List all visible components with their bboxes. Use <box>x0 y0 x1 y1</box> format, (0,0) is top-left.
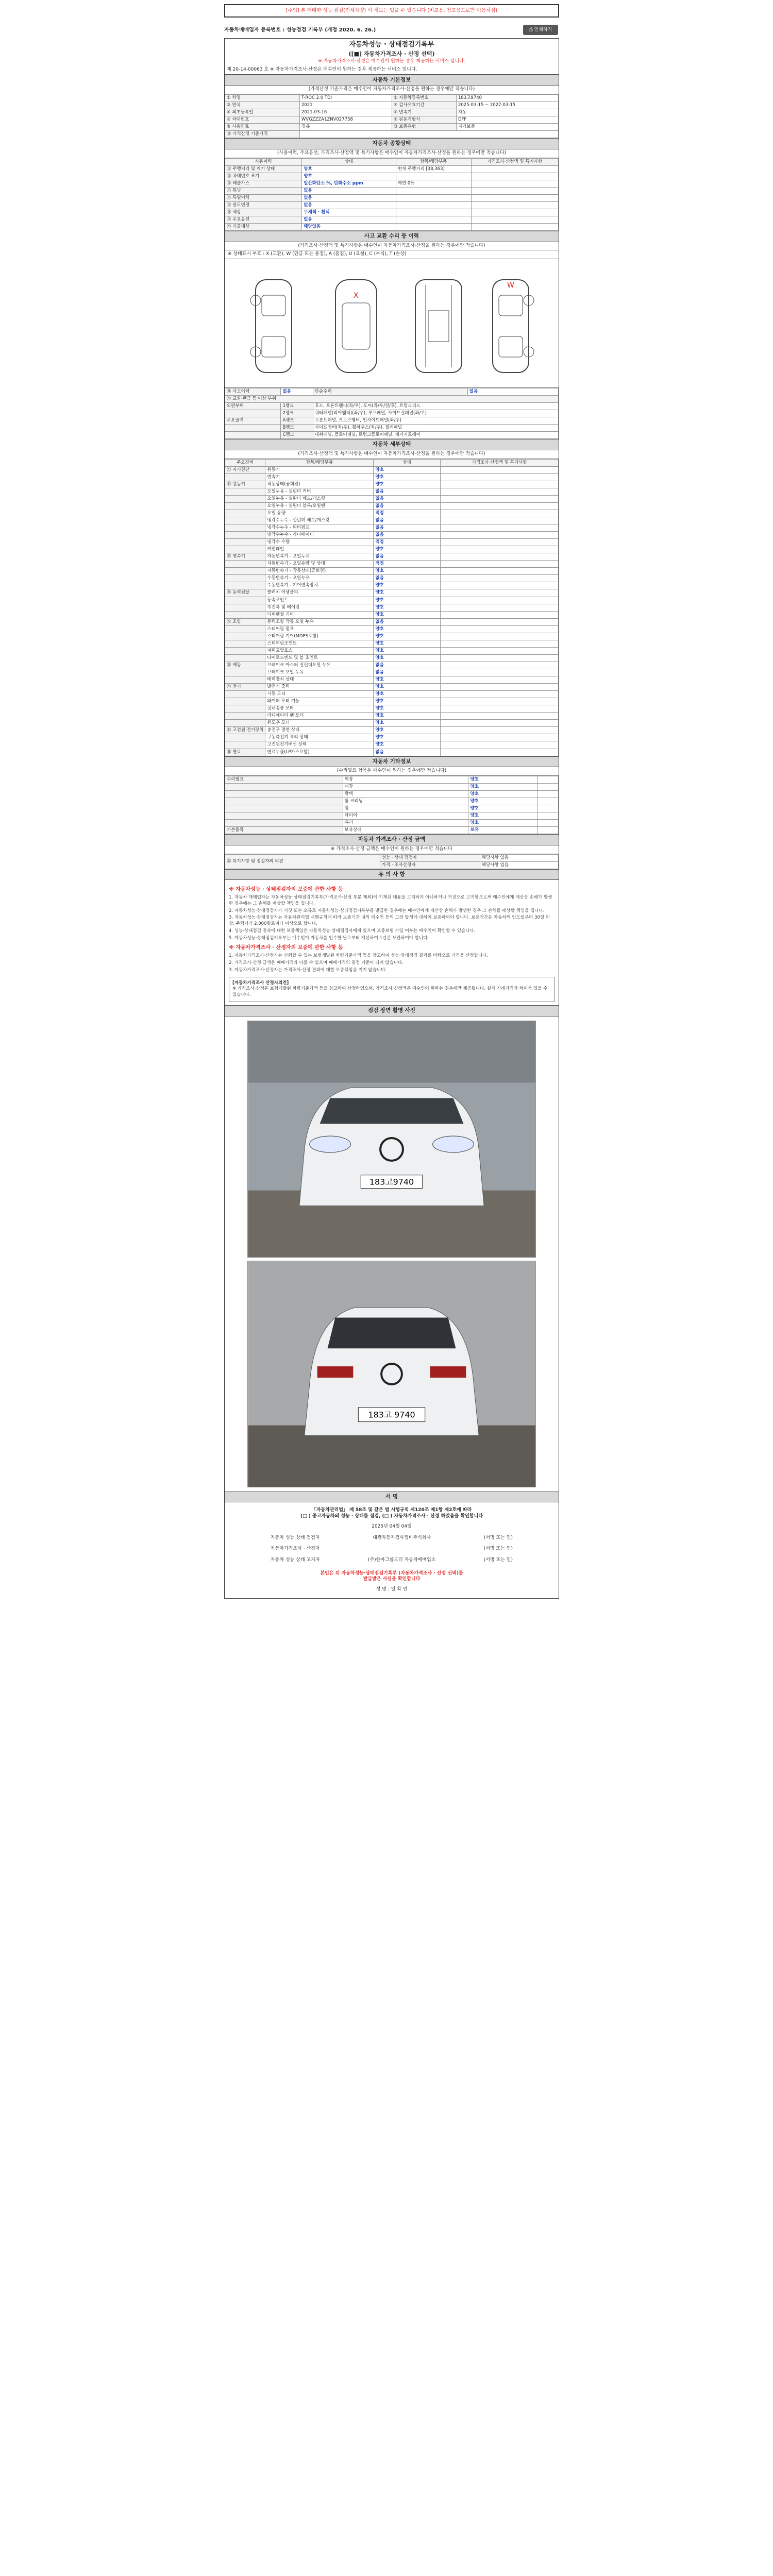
license-number: 제 20-14-00063 호 ※ 자동차가격조사·산정은 매수인이 원하는 경우 제공하는 서비스 입니다. <box>225 66 559 75</box>
signature-line: 자동차 성능 상태 점검자 대광자동차검사정비주식회사 (서명 또는 인) <box>271 1535 513 1540</box>
detail-row: 냉각수누수 - 워터펌프 없음 <box>225 524 559 532</box>
panel-row: 주요골격 A랭크 프론트패널, 크로스멤버, 인사이드패널(좌/우) <box>225 417 559 425</box>
note-paragraph: 2. 자동차성능·상태점검자가 거짓 또는 오류로 자동차성능·상태점검기록부를 발급한 경우에는 매수인에게 재산상 손해가 발생한 경우 그 손해를 배상할 책임을 집니다. <box>229 908 545 913</box>
detail-row: 냉각수누수 - 실린더 헤드/개스킷 없음 <box>225 517 559 524</box>
overall-state-table: 사용이력 상태 항목/해당부품 가격조사·산정액 및 특기사항 ⑫ 주행거리 및 계기 상태 양호 현재 주행거리 [38,363] ⑬ 차대번호 표기 양호 ⑭ 배출가스 일산화탄소 %, 탄화수소 ppm 매연 0% ⑮ 튜닝 없음 ⑯ 특별이력 없음 ⑰ 용도변경 없음 ⑱ 색상 무채색 · 흰색 ⑲ 주요옵션 없음 ⑳ 리콜대상 해당없음 <box>225 158 559 231</box>
detail-row: ㉖ 동력전달 클러치 어셈블리 양호 <box>225 589 559 597</box>
section-overall-state: 자동차 종합상태 <box>225 138 559 149</box>
detail-row: 구동축전지 격리 상태 양호 <box>225 734 559 741</box>
note-paragraph: 3. 자동차성능·상태점검자는 자동차관리법 시행규칙에 따라 보증기간 내의 매수인 등의 고장 발생에 대하여 보증하여야 합니다. 보증기간은 자동차의 인도일부터 30일 이상, 주행거리 2,000킬로미터 이상으로 합니다. <box>229 915 550 927</box>
detail-row: 실내송풍 모터 양호 <box>225 705 559 713</box>
car-left-side-diagram <box>240 275 307 378</box>
section-notes: 유 의 사 항 <box>225 869 559 880</box>
detail-row: 배력장치 상태 양호 <box>225 676 559 684</box>
car-underbody-diagram <box>405 275 472 378</box>
car-right-side-diagram <box>477 275 544 378</box>
panel-row: 2랭크 쿼터패널(리어휀더)(좌/우), 루프패널, 사이드실패널(좌/우) <box>225 410 559 417</box>
sub-header-row <box>224 24 559 36</box>
detail-row: 시동 모터 양호 <box>225 691 559 698</box>
section-other-info: 자동차 기타정보 <box>225 756 559 768</box>
section-basic-info: 자동차 기본정보 <box>225 75 559 86</box>
note-paragraph: 5. 자동차성능·상태점검기록부는 매수인이 자동차를 인수한 날로부터 계산하여 1년간 보관하여야 합니다. <box>229 935 429 941</box>
detail-row: 브레이크 오일 누유 없음 <box>225 669 559 676</box>
detail-row: ㉛ 연료 연료누출(LP가스포함) 없음 <box>225 749 559 756</box>
detail-row: 디퍼렌셜 기어 양호 <box>225 611 559 618</box>
state-row: ⑭ 배출가스 일산화탄소 %, 탄화수소 ppm 매연 0% <box>225 180 559 187</box>
detail-row: 수동변속기 - 오일누유 없음 <box>225 575 559 582</box>
detail-state-table: 주요장치 항목/해당부품 상태 가격조사·산정액 및 특기사항 ㉓ 자기진단 원동기 양호 변속기 양호 ㉔ 원동기 작동상태(공회전) 양호 오일누유 - 실린더 커버 없음 오일누유 - 실린더 헤드/개스킷 없음 오일누유 - 실린더 블록/오일팬 없음 오일 유량 적정 냉각수누수 - 실린더 헤드/개스킷 없음 냉각수누수 - 워터펌프 없음 냉각수누수 - 라디에이터 없음 냉각수 수량 적정 커먼레일 양호 ㉕ 변속기 자동변속기 - 오일누유 없음 자동변속기 - 오일유량 및 상태 적정 자동변속기 - 작동상태(공회전) 양호 수동변속기 - 오일누유 없음 수동변속기 - 기어변속장치 양호 ㉖ 동력전달 클러치 어셈블리 양호 등속조인트 양호 추진축 및 베어링 양호 디퍼렌셜 기어 양호 ㉗ 조향 동력조향 작동 오일 누유 없음 스티어링 펌프 양호 스티어링 기어(MDPS포함) 양호 스티어링조인트 양호 파워고압호스 양호 타이로드엔드 및 볼 조인트 양호 ㉘ 제동 브레이크 마스터 실린더오일 누유 없음 브레이크 오일 누유 없음 배력장치 상태 양호 ㉙ 전기 발전기 출력 양호 시동 모터 양호 와이퍼 모터 기능 양호 실내송풍 모터 양호 라디에이터 팬 모터 양호 윈도우 모터 양호 ㉚ 고전원 전기장치 충전구 절연 상태 양호 구동축전지 격리 상태 양호 고전원전기배선 상태 양호 ㉛ 연료 연료누출(LP가스포함) 없음 <box>225 459 559 756</box>
detail-row: 오일누유 - 실린더 커버 없음 <box>225 488 559 495</box>
detail-row: 고전원전기배선 상태 양호 <box>225 741 559 749</box>
state-row: ⑲ 주요옵션 없음 <box>225 216 559 223</box>
state-row: ⑯ 특별이력 없음 <box>225 194 559 201</box>
panel-row: B랭크 사이드멤버(좌/우), 휠하우스(좌/우), 필러패널 <box>225 425 559 432</box>
detail-row: 스티어링 기어(MDPS포함) 양호 <box>225 633 559 640</box>
detail-row: 라디에이터 팬 모터 양호 <box>225 713 559 720</box>
accident-table: ㉑ 사고이력 없음 단순수리 없음 ㉒ 교환·판금 등 이상 부위 외판부위 1랭크 후드, 프론트휀더(좌/우), 도어(좌/우/전/후), 트렁크리드 2랭크 쿼터패널(리어휀더)(좌/우), 루프패널, 사이드실패널(좌/우) 주요골격 A랭크 프론트패널, 크로스멤버, 인사이드패널(좌/우) B랭크 사이드멤버(좌/우), 휠하우스(좌/우), 필러패널 C랭크 대쉬패널, 플로어패널, 트렁크플로어패널, 패키지트레이 <box>225 388 559 439</box>
detail-row: 스티어링 펌프 양호 <box>225 625 559 633</box>
other-info-table <box>225 776 559 834</box>
state-row: ⑱ 색상 무채색 · 흰색 <box>225 209 559 216</box>
signature-line: 자동차가격조사 · 산정자 (서명 또는 인) <box>271 1546 513 1552</box>
detail-row: 스티어링조인트 양호 <box>225 640 559 647</box>
notes-block: ※ 자동차성능 · 상태점검자의 보증에 관한 사항 등 1. 자동차 매매업자는 자동차성능·상태점검기록부(가격조사·산정 부분 제외)에 기재된 내용을 고지하지 아니하거나 거짓으로 고지함으로써 매수인에게 재산상 손해가 발생한 경우에는 그 손해를 배상할 책임을 집니다. 2. 자동차성능·상태점검자가 거짓 또는 오류로 자동차성능·상태점검기록부를 발급한 경우에는 매수인에게 재산상 손해가 발생한 경우 그 손해를 배상할 책임을 집니다. 3. 자동차성능·상태점검자는 자동차관리법 시행규칙에 따라 보증기간 내의 매수인 등의 고장 발생에 대하여 보증하여야 합니다. 보증기간은 자동차의 인도일부터 30일 이상, 주행거리 2,000킬로미터 이상으로 합니다. 4. 성능·상태점검 결과에 대한 보증책임은 자동차성능·상태점검자에게 있으며 보증보험 가입 여부는 매수인이 확인할 수 있습니다. 5. 자동차성능·상태점검기록부는 매수인이 자동차를 인수한 날로부터 계산하여 1년간 보관하여야 합니다. ※ 자동차가격조사 · 산정자의 보증에 관한 사항 등 1. 자동차가격조사·산정자는 신뢰할 수 있는 보험개발원 차량기준가액 등을 참고하여 성능·상태점검 결과를 바탕으로 가격을 산정합니다. 2. 가격조사·산정 금액은 매매가격과 다를 수 있으며 매매가격의 결정 기준이 되지 않습니다. 3. 자동차가격조사·산정자는 가격조사·산정 결과에 대한 보증책임을 지지 않습니다. <box>225 880 559 973</box>
svg-text:X: X <box>354 291 359 300</box>
document-wrapper <box>224 0 559 2566</box>
detail-row: 오일 유량 적정 <box>225 510 559 517</box>
other-row: 내장 양호 <box>225 783 559 790</box>
photo-block <box>225 1016 559 1492</box>
detail-row: 자동변속기 - 작동상태(공회전) 양호 <box>225 568 559 575</box>
detail-row: 와이퍼 모터 기능 양호 <box>225 698 559 705</box>
other-row: 타이어 양호 <box>225 812 559 820</box>
detail-row: 커먼레일 양호 <box>225 546 559 553</box>
other-row: 룸 크리닝 양호 <box>225 798 559 805</box>
detail-row: 변속기 양호 <box>225 473 559 481</box>
other-row: 수리필요 외장 양호 <box>225 776 559 783</box>
basic-info-table: ① 차명 T-ROC 2.0 TDI ② 자동차등록번호 183고9740 ③ 연식 2021 ④ 검사유효기간 2025-03-15 ~ 2027-03-15 ⑤ 최초등록일 2021-03-16 ⑥ 변속기 자동 ⑦ 차대번호 WVGZZZA1ZNV027758 ⑧ 원동기형식 DFF ⑨ 사용연료 경유 ⑩ 보증유형 자가보증 ⑪ 가격산정 기준가격 <box>225 94 559 138</box>
appraiser-opinion: [자동차가격조사 산정자의견] ※ 가격조사·산정은 보험개발원 차량기준가액 등을 참고하여 산정하였으며, 가격조사·산정액은 매수인이 원하는 경우에만 제공됩니다. 실제 거래가격과 차이가 있을 수 있습니다. <box>229 977 554 1003</box>
detail-row: 냉각수누수 - 라디에이터 없음 <box>225 532 559 539</box>
detail-row: 오일누유 - 실린더 블록/오일팬 없음 <box>225 502 559 510</box>
section-accident-history: 사고 교환 수리 등 이력 <box>225 231 559 242</box>
vehicle-diagram <box>225 259 559 388</box>
front-plate-text: 183고9740 <box>369 1177 414 1187</box>
detail-row: ㉔ 원동기 작동상태(공회전) 양호 <box>225 481 559 488</box>
state-row: ⑳ 리콜대상 해당없음 <box>225 223 559 230</box>
detail-row: 타이로드엔드 및 볼 조인트 양호 <box>225 654 559 662</box>
note-paragraph: 1. 자동차가격조사·산정자는 신뢰할 수 있는 보험개발원 차량기준가액 등을 참고하여 성능·상태점검 결과를 바탕으로 가격을 산정합니다. <box>229 953 488 959</box>
signature-line: 자동차 성능 상태 고지자 (주)한아그룹모터 자동차매매업소 (서명 또는 인) <box>271 1557 513 1563</box>
detail-row: 수동변속기 - 기어변속장치 양호 <box>225 582 559 589</box>
panel-row: 외판부위 1랭크 후드, 프론트휀더(좌/우), 도어(좌/우/전/후), 트렁크리드 <box>225 403 559 410</box>
note-paragraph: 1. 자동차 매매업자는 자동차성능·상태점검기록부(가격조사·산정 부분 제외)에 기재된 내용을 고지하지 아니하거나 거짓으로 고지함으로써 매수인에게 재산상 손해가 발생한 경우에는 그 손해를 배상할 책임을 집니다. <box>229 895 552 907</box>
front-photo <box>247 1021 536 1258</box>
state-row: ⑬ 차대번호 표기 양호 <box>225 173 559 180</box>
signature-block: 「자동차관리법」 제 58조 및 같은 법 시행규칙 제120조 제1항 제2호에 따라 (□ ) 중고자동차의 성능 · 상태를 점검, (□ ) 자동차가격조사 · 산정 하였음을 확인합니다 2025년 04월 04일 자동차 성능 상태 점검자 대광자동차검사정비주식회사 (서명 또는 인) 자동차가격조사 · 산정자 (서명 또는 인) 자동차 성능 상태 고지자 (주)한아그룹모터 자동차매매업소 (서명 또는 인) 본인은 위 자동차성능·상태점검기록부 (자동차가격조사 · 산정 선택)를 발급받은 사실을 확인합니다 성 명 : 일 확 인 <box>271 1507 513 1592</box>
svg-text:W: W <box>507 281 514 290</box>
other-row: 광택 양호 <box>225 790 559 798</box>
detail-row: 윈도우 모터 양호 <box>225 720 559 727</box>
other-row: 휠 양호 <box>225 805 559 812</box>
top-notice: [주의] 본 매매한 성능 점검(전체차량) 이 정보는 있을 수 있습니다 (비교용, 참고용으로만 이용하심) <box>224 4 559 18</box>
rear-plate-text: 183고 9740 <box>368 1410 415 1420</box>
other-row: 기본품목 보유상태 보유 <box>225 827 559 834</box>
detail-row: 등속조인트 양호 <box>225 597 559 604</box>
printer-icon: ⎙ <box>529 27 533 32</box>
sub-header: 자동차매매업자 등록번호 : 성능점검 기록부 (개정 2020. 6. 26.) <box>224 27 376 33</box>
detail-row: ㉕ 변속기 자동변속기 - 오일누유 없음 <box>225 553 559 561</box>
section-price: 자동차 가격조사 · 산정 금액 <box>225 834 559 845</box>
state-row: ⑫ 주행거리 및 계기 상태 양호 현재 주행거리 [38,363] <box>225 165 559 173</box>
detail-row: 자동변속기 - 오일유량 및 상태 적정 <box>225 561 559 568</box>
print-button[interactable]: ⎙ 인쇄하기 <box>523 25 558 35</box>
detail-row: ㉘ 제동 브레이크 마스터 실린더오일 누유 없음 <box>225 662 559 669</box>
detail-row: 파워고압호스 양호 <box>225 647 559 654</box>
detail-row: ㉓ 자기진단 원동기 양호 <box>225 466 559 473</box>
rear-photo <box>247 1261 536 1487</box>
document-title: 자동차성능 · 상태점검기록부 ([■] 자동차가격조사 · 산정 선택) ※ 자동차가격조사·산정은 매수인이 원하는 경우 제공하는 서비스 입니다. <box>318 41 465 64</box>
section-photos: 점검 장면 촬영 사진 <box>225 1005 559 1016</box>
detail-row: ㉙ 전기 발전기 출력 양호 <box>225 684 559 691</box>
detail-row: 추진축 및 베어링 양호 <box>225 604 559 611</box>
section-detail-state: 자동차 세부상태 <box>225 439 559 450</box>
state-row: ⑮ 튜닝 없음 <box>225 187 559 194</box>
detail-row: 오일누유 - 실린더 헤드/개스킷 없음 <box>225 495 559 502</box>
car-top-diagram <box>323 275 390 378</box>
price-table: ㉜ 특기사항 및 점검자의 의견 성능 · 상태 점검자 해당사항 없음 가격 · 조사산정자 해당사항 없음 <box>225 854 559 869</box>
detail-row: ㉗ 조향 동력조향 작동 오일 누유 없음 <box>225 618 559 625</box>
detail-row: 냉각수 수량 적정 <box>225 539 559 546</box>
record-document: 자동차성능 · 상태점검기록부 ([■] 자동차가격조사 · 산정 선택) ※ 자동차가격조사·산정은 매수인이 원하는 경우 제공하는 서비스 입니다. 제 20-14-00063 호 ※ 자동차가격조사·산정은 매수인이 원하는 경우 제공하는 서비스 입니다. 자동차 기본정보 (가격산정 기준가격은 매수인이 자동차가격조사·산정을 원하는 경우에만 적습니다) ① 차명 T-ROC 2.0 TDI ② 자동차등록번호 183고9740 ③ 연식 2021 ④ 검사유효기간 2025-03-15 ~ 2027-03-15 ⑤ 최초등록일 2021-03-16 ⑥ 변속기 자동 ⑦ 차대번호 WVGZZZA1ZNV027758 ⑧ 원동기형식 DFF ⑨ 사용연료 경유 ⑩ 보증유형 자가보증 ⑪ 가격산정 기준가격 자동차 종합상태 (사용이력, 주요옵션, 가격조사·산정액 및 특기사항은 매수인이 자동차가격조사·산정을 원하는 경우에만 적습니다) 사용이력 상태 항목/해당부품 가격조사·산정액 및 특기사항 ⑫ 주행거리 및 계기 상태 양호 현재 주행거리 [38,363] ⑬ 차대번호 표기 양호 ⑭ 배출가스 일산화탄소 %, 탄화수소 ppm 매연 0% ⑮ 튜닝 없음 ⑯ 특별이력 없음 ⑰ 용도변경 없음 ⑱ 색상 무채색 · 흰색 ⑲ 주요옵션 없음 ⑳ 리콜대상 해당없음 사고 교환 수리 등 이력 (가격조사·산정액 및 특기사항은 매수인이 자동차가격조사·산정을 원하는 경우에만 적습니다) ※ 상태표시 부호 : X (교환), W (판금 또는 용접), A (흠집), U (요철), C (부식), T (손상) X W ㉑ 사고이력 없음 단순수리 없음 ㉒ 교환·판금 등 이상 부위 외판부위 1랭크 후드, 프론트휀더(좌/우), 도어(좌/우/전/후), 트렁크리드 2랭크 쿼터패널(리어휀더)(좌/우), 루프패널, 사이드실패널(좌/우) 주요골격 A랭크 프론트패널, 크로스멤버, 인사이드패널(좌/우) B랭크 사이드멤버(좌/우), 휠하우스(좌/우), 필러패널 C랭크 대쉬패널, 플로어패널, 트렁크플로어패널, 패키지트레이 자동차 세부상태 (가격조사·산정액 및 특기사항은 매수인이 자동차가격조사·산정을 원하는 경우에만 적습니다) 주요장치 항목/해당부품 상태 가격조사·산정액 및 특기사항 ㉓ 자기진단 원동기 양호 변속기 양호 ㉔ 원동기 작동상태(공회전) 양호 오일누유 - 실린더 커버 없음 오일누유 - 실린더 헤드/개스킷 없음 오일누유 - 실린더 블록/오일팬 없음 오일 유량 적정 냉각수누수 - 실린더 헤드/개스킷 없음 냉각수누수 - 워터펌프 없음 냉각수누수 - 라디에이터 없음 냉각수 수량 적정 커먼레일 양호 ㉕ 변속기 자동변속기 - 오일누유 없음 자동변속기 - 오일유량 및 상태 적정 자동변속기 - 작동상태(공회전) 양호 수동변속기 - 오일누유 없음 수동변속기 - 기어변속장치 양호 ㉖ 동력전달 클러치 어셈블리 양호 등속조인트 양호 추진축 및 베어링 양호 디퍼렌셜 기어 양호 ㉗ 조향 동력조향 작동 오일 누유 없음 스티어링 펌프 양호 스티어링 기어(MDPS포함) 양호 스티어링조인트 양호 파워고압호스 양호 타이로드엔드 및 볼 조인트 양호 ㉘ 제동 브레이크 마스터 실린더오일 누유 없음 브레이크 오일 누유 없음 배력장치 상태 양호 ㉙ 전기 발전기 출력 양호 시동 모터 양호 와이퍼 모터 기능 양호 실내송풍 모터 양호 라디에이터 팬 모터 양호 윈도우 모터 양호 ㉚ 고전원 전기장치 충전구 절연 상태 양호 구동축전지 격리 상태 양호 고전원전기배선 상태 양호 ㉛ 연료 연료누출(LP가스포함) 없음 자동차 기타정보 (수리필요 항목은 매수인이 원하는 경우에만 적습니다) 수리필요 외장 양호 내장 양호 광택 양호 룸 크리닝 양호 휠 양호 타이어 양호 유리 양호 기본품목 보유상태 보유 자동차 가격조사 · 산정 금액 ※ 가격조사·산정 금액은 매수인이 원하는 경우에만 적습니다 ㉜ 특기사항 및 점검자의 의견 성능 · 상태 점검자 해당사항 없음 가격 · 조사산정자 해당사항 없음 유 의 사 항 ※ 자동차성능 · 상태점검자의 보증에 관한 사항 등 1. 자동차 매매업자는 자동차성능·상태점검기록부(가격조사·산정 부분 제외)에 기재된 내용을 고지하지 아니하거나 거짓으로 고지함으로써 매수인에게 재산상 손해가 발생한 경우에는 그 손해를 배상할 책임을 집니다. 2. 자동차성능·상태점검자가 거짓 또는 오류로 자동차성능·상태점검기록부를 발급한 경우에는 매수인에게 재산상 손해가 발생한 경우 그 손해를 배상할 책임을 집니다. 3. 자동차성능·상태점검자는 자동차관리법 시행규칙에 따라 보증기간 내의 매수인 등의 고장 발생에 대하여 보증하여야 합니다. 보증기간은 자동차의 인도일부터 30일 이상, 주행거리 2,000킬로미터 이상으로 합니다. 4. 성능·상태점검 결과에 대한 보증책임은 자동차성능·상태점검자에게 있으며 보증보험 가입 여부는 매수인이 확인할 수 있습니다. 5. 자동차성능·상태점검기록부는 매수인이 자동차를 인수한 날로부터 계산하여 1년간 보관하여야 합니다. ※ 자동차가격조사 · 산정자의 보증에 관한 사항 등 1. 자동차가격조사·산정자는 신뢰할 수 있는 보험개발원 차량기준가액 등을 참고하여 성능·상태점검 결과를 바탕으로 가격을 산정합니다. 2. 가격조사·산정 금액은 매매가격과 다를 수 있으며 매매가격의 결정 기준이 되지 않습니다. 3. 자동차가격조사·산정자는 가격조사·산정 결과에 대한 보증책임을 지지 않습니다. [자동차가격조사 산정자의견] ※ 가격조사·산정은 보험개발원 차량기준가액 등을 참고하여 산정하였으며, 가격조사·산정액은 매수인이 원하는 경우에만 제공됩니다. 실제 거래가격과 차이가 있을 수 있습니다. 점검 장면 촬영 사진 183고9740 183고 9740 서 명 「자동차관리법」 제 58조 및 같은 법 시행규칙 제120조 제1항 제2호에 따라 (□ ) 중고자동차의 성능 · 상태를 점검, (□ ) 자동차가격조사 · 산정 하였음을 확인합니다 2025년 04월 04일 자동차 성능 상태 점검자 대광자동차검사정비주식회사 (서명 또는 인) 자동차가격조사 · 산정자 (서명 또는 인) 자동차 성능 상태 고지자 (주)한아그룹모터 자동차매매업소 (서명 또는 인) 본인은 위 자동차성능·상태점검기록부 (자동차가격조사 · 산정 선택)를 발급받은 사실을 확인합니다 성 명 : 일 확 인 <box>224 38 559 1599</box>
section-signature: 서 명 <box>225 1492 559 1503</box>
note-paragraph: 4. 성능·상태점검 결과에 대한 보증책임은 자동차성능·상태점검자에게 있으며 보증보험 가입 여부는 매수인이 확인할 수 있습니다. <box>229 928 476 934</box>
detail-row: ㉚ 고전원 전기장치 충전구 절연 상태 양호 <box>225 727 559 734</box>
state-row: ⑰ 용도변경 없음 <box>225 201 559 209</box>
note-paragraph: 2. 가격조사·산정 금액은 매매가격과 다를 수 있으며 매매가격의 결정 기준이 되지 않습니다. <box>229 960 404 966</box>
note-paragraph: 3. 자동차가격조사·산정자는 가격조사·산정 결과에 대한 보증책임을 지지 않습니다. <box>229 967 387 973</box>
other-row: 유리 양호 <box>225 820 559 827</box>
panel-row: C랭크 대쉬패널, 플로어패널, 트렁크플로어패널, 패키지트레이 <box>225 432 559 439</box>
